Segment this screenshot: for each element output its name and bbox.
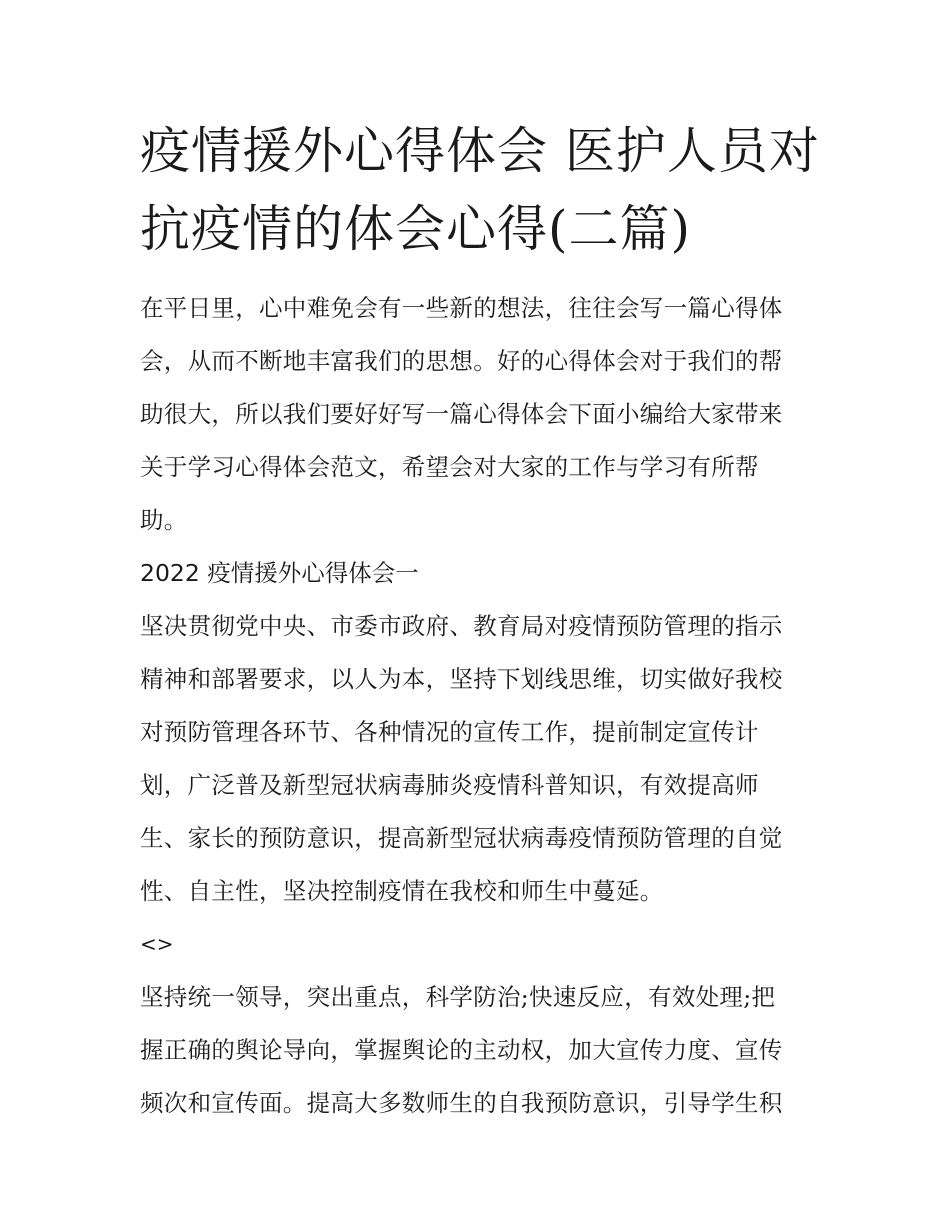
title-line: 抗疫情的体会心得(二篇) xyxy=(140,200,692,258)
intro-paragraph xyxy=(140,282,812,547)
text-line: 助很大，所以我们要好好写一篇心得体会下面小编给大家带来 xyxy=(140,400,783,428)
text-line: 性、自主性，坚决控制疫情在我校和师生中蔓延。 xyxy=(140,877,664,905)
text-line: 频次和宣传面。提高大多数师生的自我预防意识，引导学生积 xyxy=(140,1089,783,1117)
text-line: 对预防管理各环节、各种情况的宣传工作，提前制定宣传计 xyxy=(140,718,759,746)
text-line: 生、家长的预防意识，提高新型冠状病毒疫情预防管理的自觉 xyxy=(140,824,783,852)
body-paragraph-2 xyxy=(140,971,812,1130)
text-line: 关于学习心得体会范文，希望会对大家的工作与学习有所帮 xyxy=(140,453,759,481)
text-line: 坚持统一领导，突出重点，科学防治;快速反应，有效处理;把 xyxy=(140,983,776,1011)
text-line: 精神和部署要求，以人为本，坚持下划线思维，切实做好我校 xyxy=(140,665,783,693)
text-line: 握正确的舆论导向，掌握舆论的主动权，加大宣传力度、宣传 xyxy=(140,1036,783,1064)
section-heading: 2022 疫情援外心得体会一 xyxy=(140,559,419,587)
text-line: 划，广泛普及新型冠状病毒肺炎疫情科普知识，有效提高师 xyxy=(140,771,759,799)
document-title xyxy=(140,112,820,268)
document-page xyxy=(140,112,820,1130)
title-line: 疫情援外心得体会 医护人员对 xyxy=(140,122,820,180)
text-line: 会，从而不断地丰富我们的思想。好的心得体会对于我们的帮 xyxy=(140,347,783,375)
body-paragraph-1 xyxy=(140,600,812,918)
text-line: 坚决贯彻党中央、市委市政府、教育局对疫情预防管理的指示 xyxy=(140,612,783,640)
section-marker: <> xyxy=(140,932,174,956)
text-line: 助。 xyxy=(140,506,188,534)
text-line: 在平日里，心中难免会有一些新的想法，往往会写一篇心得体 xyxy=(140,294,783,322)
